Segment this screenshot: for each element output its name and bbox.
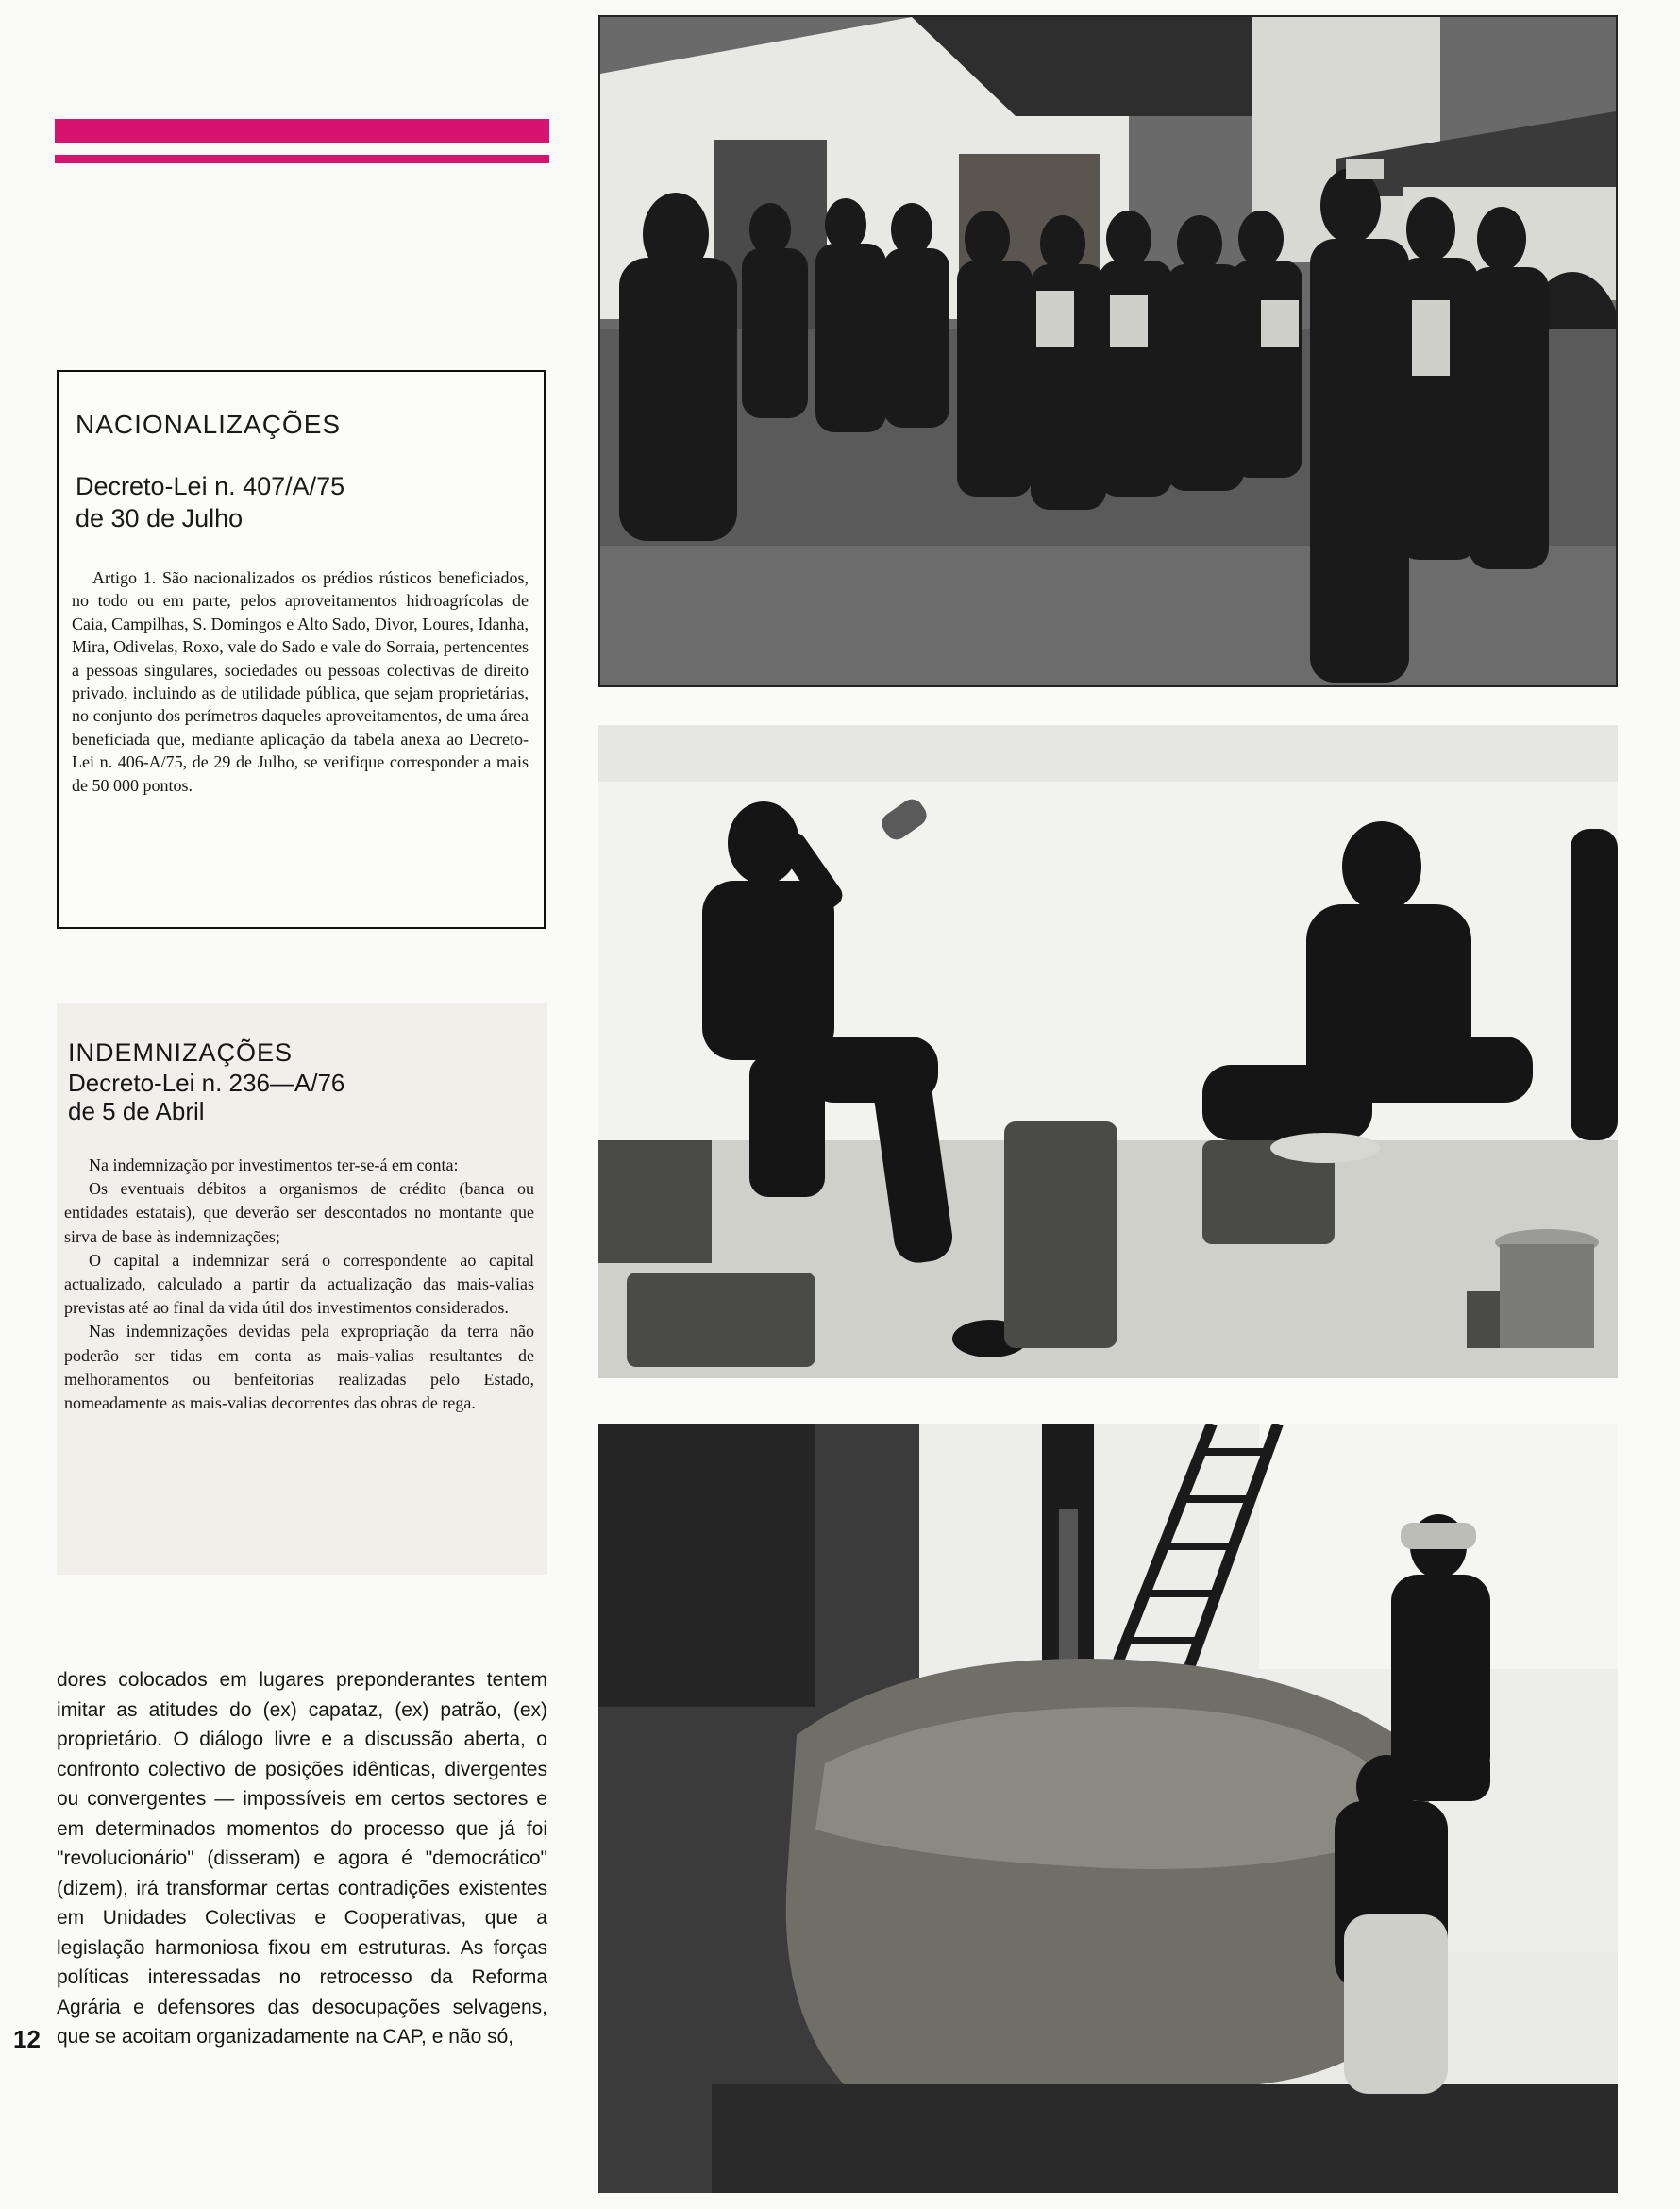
indemnizacoes-decree (68, 1069, 344, 1125)
nacionalizacoes-article-text: Artigo 1. São nacionalizados os prédios rústicos beneficiados, no todo ou em parte, pelos aproveitamentos hidroagrícolas de Caia, Campilhas, S. Domingos e Alto Sado, Divor, Loures, Idanha, Mira, Odivelas, Roxo, vale do Sado e vale do Sorraia, pertencentes a pessoas singulares, sociedades ou pessoas colectivas de direito privado, incluindo as de utilidade pública, que sejam proprietárias, no conjunto dos perímetros daqueles aproveitamentos, de uma área beneficiada que, mediante aplicação da tabela anexa ao Decreto-Lei n. 406-A/75, de 29 de Julho, se verifique corresponder a mais de 50 000 pontos. (72, 568, 529, 795)
page-number: 12 (13, 2025, 41, 2053)
nacionalizacoes-decree-line1: Decreto-Lei n. 407/A/75 (76, 472, 345, 500)
indemnizacoes-paragraph: Os eventuais débitos a organismos de crédito (banca ou entidades estatais), que deverão ser descontados no montante que sirva de base às indemnizações; (64, 1179, 534, 1246)
nacionalizacoes-decree (76, 470, 344, 534)
photo-workers-resting-graphic (598, 725, 1618, 1378)
accent-bar-thin (55, 155, 549, 163)
indemnizacoes-paragraph: O capital a indemnizar será o correspondente ao capital actualizado, calculado a partir da actualização das mais-valias previstas até ao final da vida útil dos investimentos considerados. (64, 1250, 534, 1318)
indemnizacoes-paragraph: Na indemnização por investimentos ter-se-á em conta: (89, 1155, 459, 1174)
nacionalizacoes-box (57, 370, 546, 929)
nacionalizacoes-decree-line2: de 30 de Julho (76, 504, 244, 532)
indemnizacoes-section (57, 1003, 547, 1575)
indemnizacoes-decree-line1: Decreto-Lei n. 236—A/76 (68, 1069, 345, 1097)
photo-workers-meeting-graphic (600, 17, 1616, 685)
indemnizacoes-decree-line2: de 5 de Abril (68, 1097, 205, 1125)
photo-workers-resting (598, 725, 1618, 1378)
indemnizacoes-paragraph: Nas indemnizações devidas pela expropriação da terra não poderão ser tidas em conta as mais-valias resultantes de melhoramentos ou benfeitorias realizadas pelo Estado, nomeadamente as mais-valias decorrentes das obras de rega. (64, 1322, 534, 1413)
accent-bar-thick (55, 119, 549, 143)
nacionalizacoes-heading: NACIONALIZAÇÕES (76, 410, 342, 439)
indemnizacoes-body (64, 1154, 534, 1415)
photo-grape-press-graphic (598, 1424, 1618, 2193)
photo-workers-meeting (598, 15, 1618, 687)
indemnizacoes-heading: INDEMNIZAÇÕES (68, 1038, 294, 1067)
article-body-text: dores colocados em lugares preponderantes tentem imitar as atitudes do (ex) capataz, (ex) patrão, (ex) proprietário. O diálogo livre e a discussão aberta, o confronto colectivo de posições idênticas, divergentes ou convergentes — impossíveis em certos sectores e em determinados momentos do processo que já foi "revolucionário" (disseram) e agora é "democrático" (dizem), irá transformar certas contradições existentes em Unidades Colectivas e Cooperativas, que a legislação harmoniosa fixou em estruturas. As forças políticas interessadas no retrocesso da Reforma Agrária e defensores das desocupações selvagens, que se acoitam organizadamente na CAP, e não só, (57, 1669, 547, 2048)
photo-grape-press (598, 1424, 1618, 2193)
